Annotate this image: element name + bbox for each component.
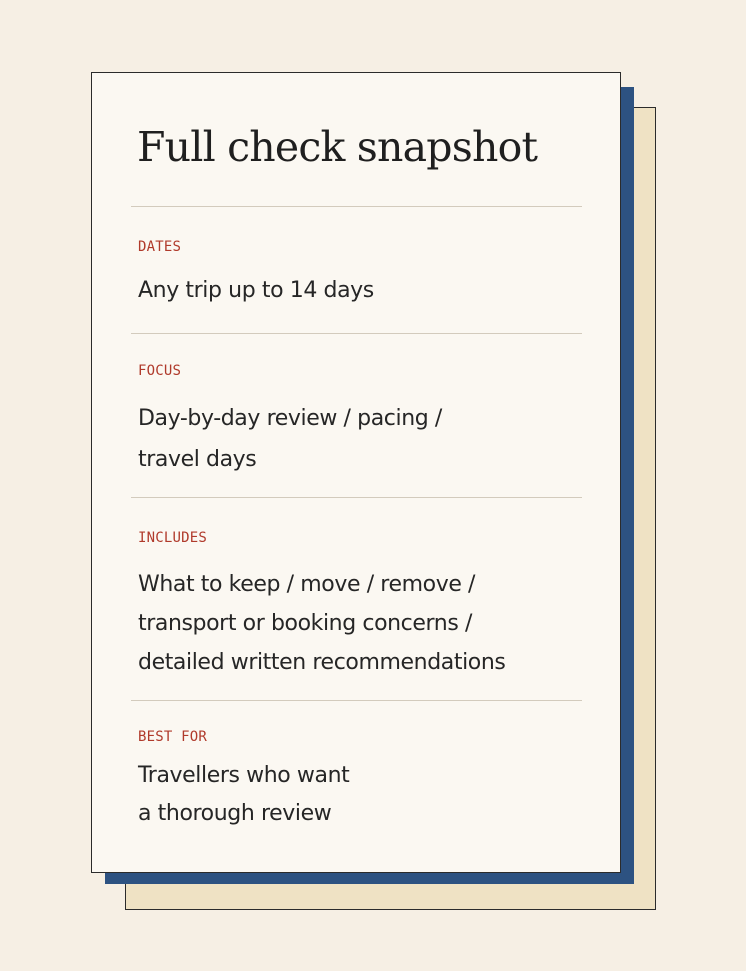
row-value-best-for [138, 757, 349, 833]
row-label-includes: INCLUDES [138, 530, 208, 546]
row-value-line: Day-by-day review / pacing / [138, 406, 442, 431]
row-label-best-for: BEST FOR [138, 729, 208, 745]
row-value-includes [138, 565, 505, 682]
row-label-dates: DATES [138, 239, 182, 255]
row-value-line: What to keep / move / remove / [138, 572, 476, 597]
row-value-line: travel days [138, 447, 257, 472]
divider [131, 497, 582, 498]
row-label-focus: FOCUS [138, 363, 182, 379]
row-value-line: detailed written recommendations [138, 650, 506, 675]
row-value-line: Travellers who want [138, 763, 350, 788]
divider [131, 700, 582, 701]
row-value-line: transport or booking concerns / [138, 611, 472, 636]
row-value-focus [138, 398, 442, 480]
row-value-line: a thorough review [138, 801, 332, 826]
snapshot-card [91, 72, 621, 873]
row-value-line: Any trip up to 14 days [138, 278, 374, 303]
row-value-dates [138, 276, 374, 306]
divider [131, 206, 582, 207]
card-title: Full check snapshot [137, 123, 538, 171]
divider [131, 333, 582, 334]
